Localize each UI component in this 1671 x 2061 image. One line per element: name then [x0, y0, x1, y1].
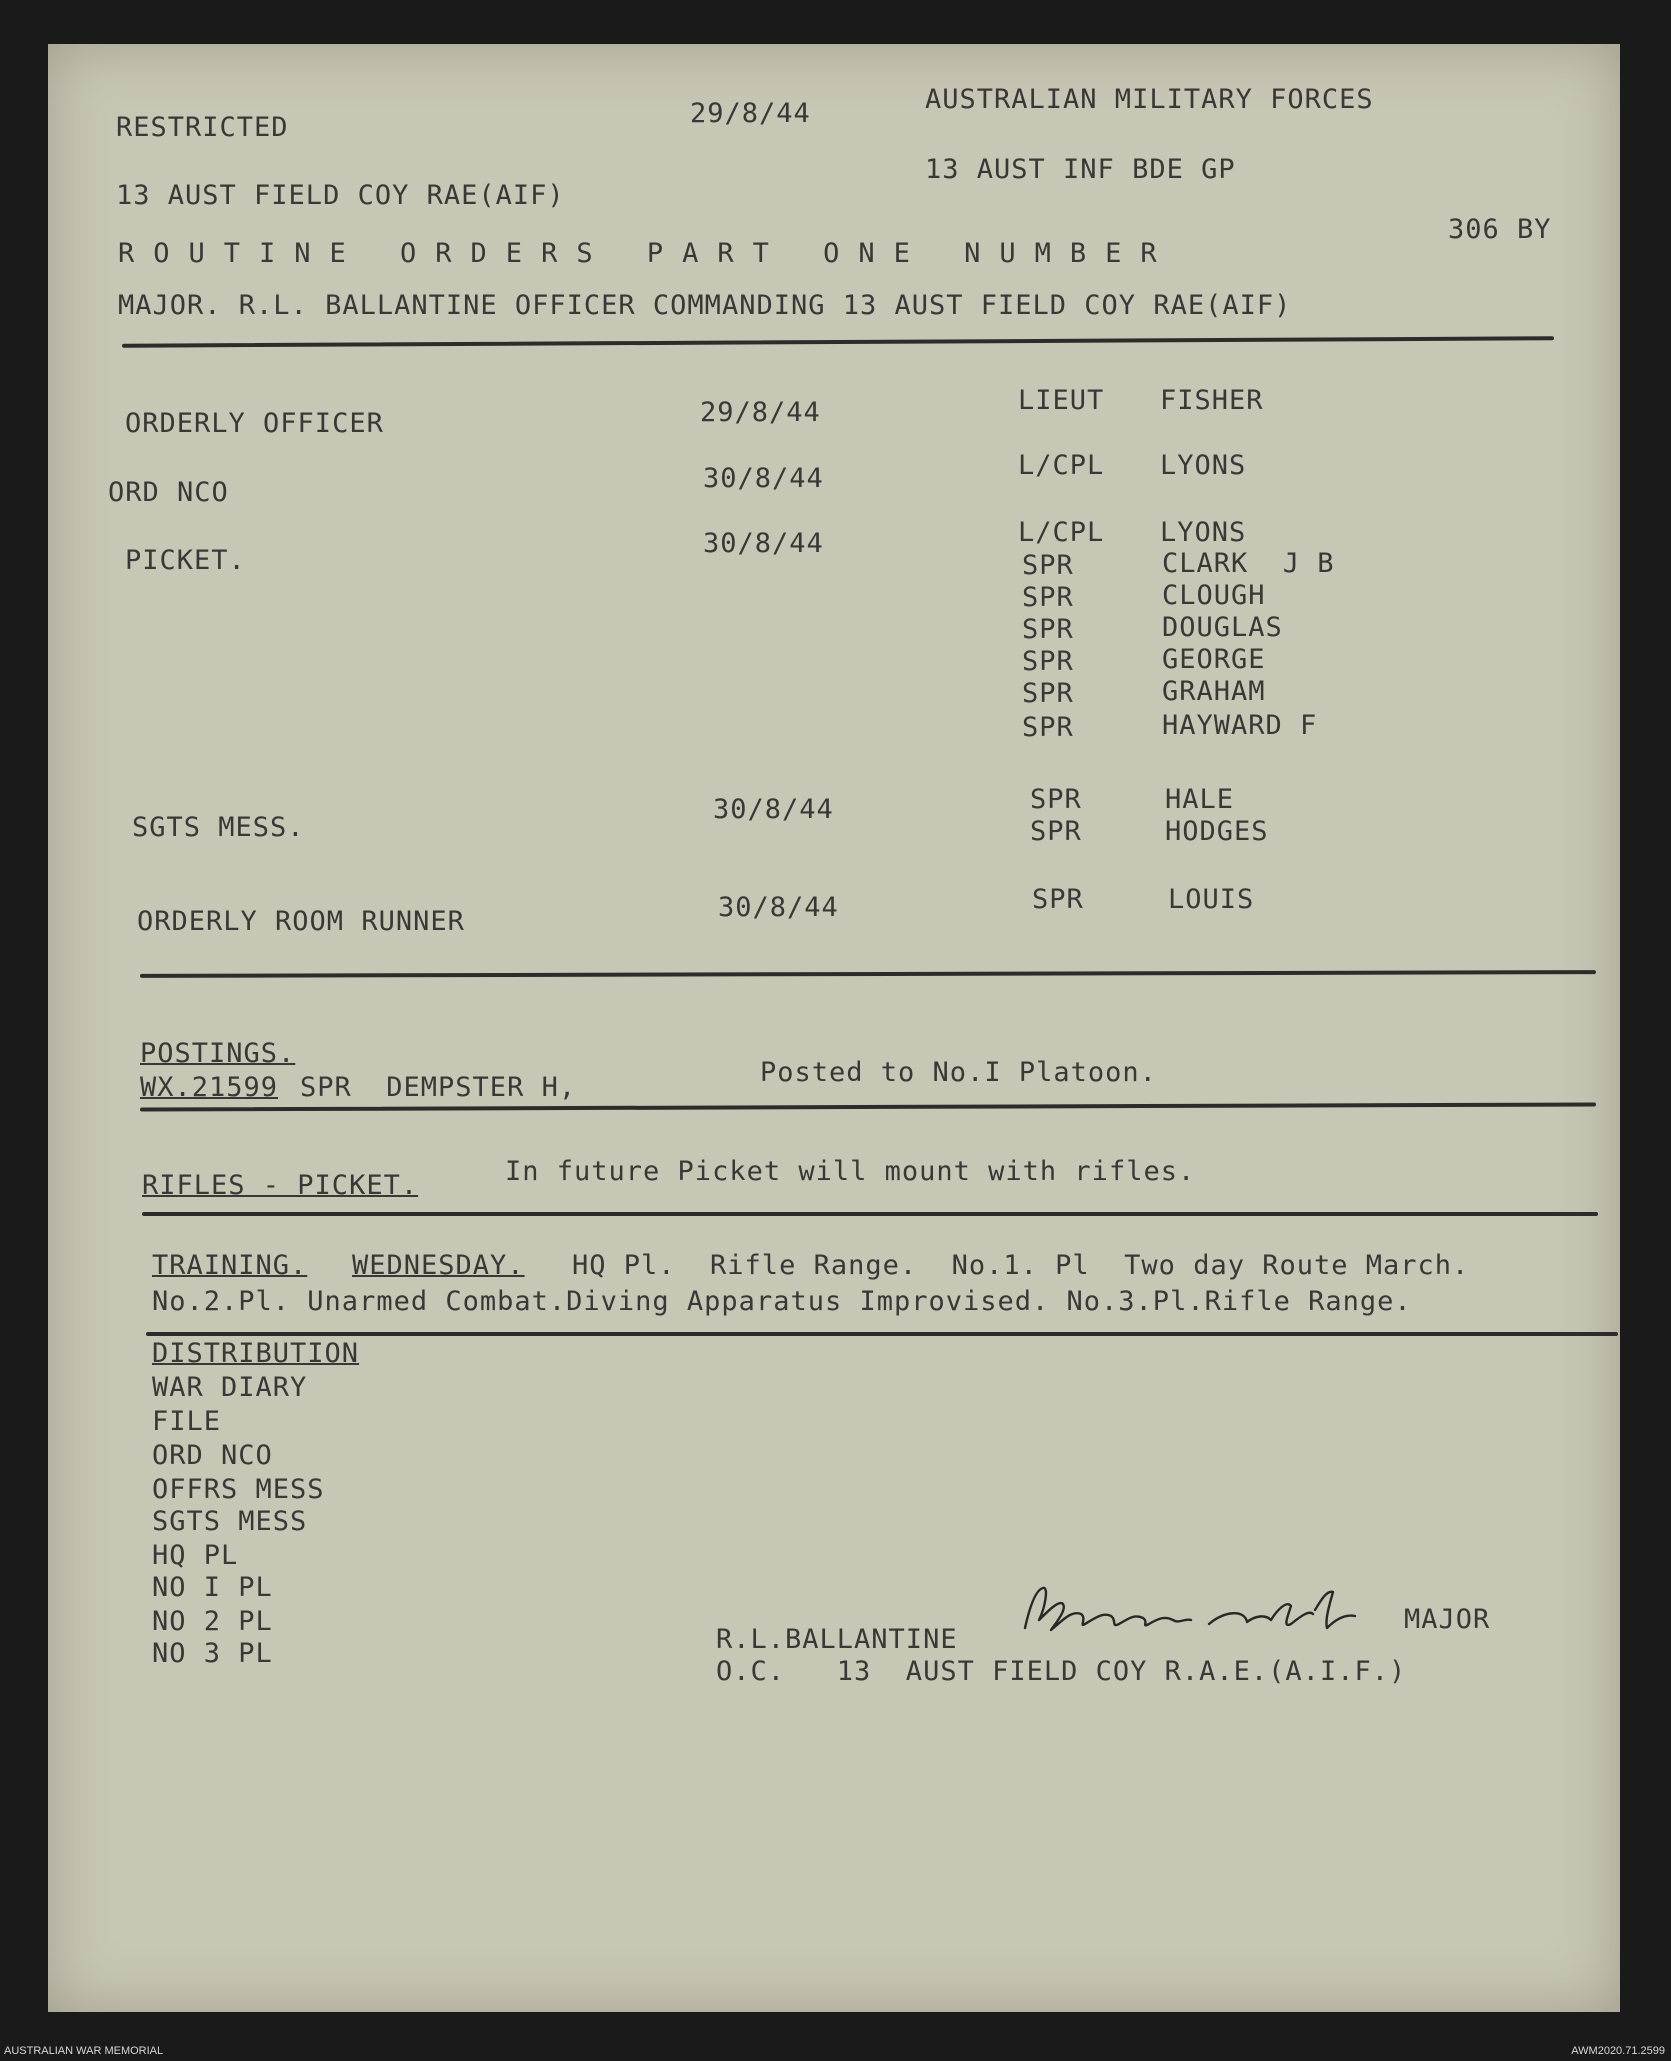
postings-rank-name: SPR DEMPSTER H,: [300, 1072, 577, 1103]
divider: [142, 1212, 1598, 1216]
orderly-officer-label: ORDERLY OFFICER: [125, 408, 384, 439]
footer-credit: AUSTRALIAN WAR MEMORIAL: [4, 2045, 164, 2057]
picket-rank: SPR: [1022, 614, 1074, 645]
sgts-mess-name: HALE: [1165, 784, 1235, 815]
picket-name: LYONS: [1160, 517, 1247, 548]
forces-title: AUSTRALIAN MILITARY FORCES: [925, 84, 1374, 115]
runner-name: LOUIS: [1168, 884, 1255, 915]
signature-unit: O.C. 13 AUST FIELD COY R.A.E.(A.I.F.): [716, 1656, 1407, 1687]
picket-rank: SPR: [1022, 550, 1074, 581]
runner-label: ORDERLY ROOM RUNNER: [137, 906, 465, 937]
brigade-name: 13 AUST INF BDE GP: [925, 154, 1236, 185]
picket-rank: L/CPL: [1018, 517, 1105, 548]
distribution-item: WAR DIARY: [152, 1372, 308, 1403]
footer-reference: AWM2020.71.2599: [1571, 2045, 1665, 2057]
postings-heading: POSTINGS.: [140, 1038, 296, 1069]
runner-rank: SPR: [1032, 884, 1084, 915]
postings-detail: Posted to No.I Platoon.: [760, 1057, 1157, 1088]
signature-rank: MAJOR: [1404, 1604, 1491, 1635]
picket-name: DOUGLAS: [1162, 612, 1283, 643]
distribution-item: HQ PL: [152, 1540, 239, 1571]
distribution-item: NO 2 PL: [152, 1606, 273, 1637]
picket-rank: SPR: [1022, 712, 1074, 743]
picket-label: PICKET.: [125, 545, 246, 576]
picket-rank: SPR: [1022, 646, 1074, 677]
ord-nco-rank: L/CPL: [1018, 450, 1105, 481]
training-line1: HQ Pl. Rifle Range. No.1. Pl Two day Route March.: [572, 1250, 1470, 1281]
picket-rank: SPR: [1022, 582, 1074, 613]
training-line2: No.2.Pl. Unarmed Combat.Diving Apparatus Improvised. No.3.Pl.Rifle Range.: [152, 1286, 1412, 1317]
sgts-mess-name: HODGES: [1165, 816, 1269, 847]
picket-name: CLARK J B: [1162, 548, 1335, 579]
orderly-officer-name: FISHER: [1160, 385, 1264, 416]
picket-name: CLOUGH: [1162, 580, 1266, 611]
runner-date: 30/8/44: [718, 892, 839, 923]
routine-orders-title: ROUTINE ORDERS PART ONE NUMBER: [118, 238, 1176, 269]
sgts-mess-date: 30/8/44: [713, 794, 834, 825]
training-day: WEDNESDAY.: [352, 1250, 525, 1281]
postings-number: WX.21599: [140, 1072, 279, 1103]
unit-name: 13 AUST FIELD COY RAE(AIF): [116, 180, 565, 211]
distribution-item: ORD NCO: [152, 1440, 273, 1471]
orderly-officer-date: 29/8/44: [700, 397, 821, 428]
picket-name: GRAHAM: [1162, 676, 1266, 707]
rifles-heading: RIFLES - PICKET.: [142, 1170, 419, 1201]
header-date: 29/8/44: [690, 98, 811, 129]
picket-name: GEORGE: [1162, 644, 1266, 675]
commanding-line: MAJOR. R.L. BALLANTINE OFFICER COMMANDING 13 AUST FIELD COY RAE(AIF): [118, 290, 1292, 321]
signature-name: R.L.BALLANTINE: [716, 1624, 958, 1655]
restricted-label: RESTRICTED: [116, 112, 289, 143]
distribution-item: NO 3 PL: [152, 1638, 273, 1669]
distribution-item: OFFRS MESS: [152, 1474, 325, 1505]
order-number: 306 BY: [1448, 214, 1552, 245]
picket-rank: SPR: [1022, 678, 1074, 709]
distribution-item: FILE: [152, 1406, 222, 1437]
picket-date: 30/8/44: [703, 528, 824, 559]
ord-nco-label: ORD NCO: [108, 477, 229, 508]
distribution-item: NO I PL: [152, 1572, 273, 1603]
training-heading: TRAINING.: [152, 1250, 308, 1281]
ord-nco-name: LYONS: [1160, 450, 1247, 481]
distribution-heading: DISTRIBUTION: [152, 1338, 360, 1369]
picket-name: HAYWARD F: [1162, 710, 1318, 741]
rifles-text: In future Picket will mount with rifles.: [505, 1156, 1196, 1187]
divider: [146, 1332, 1618, 1336]
ord-nco-date: 30/8/44: [703, 463, 824, 494]
sgts-mess-label: SGTS MESS.: [132, 812, 305, 843]
sgts-mess-rank: SPR: [1030, 816, 1082, 847]
orderly-officer-rank: LIEUT: [1018, 385, 1105, 416]
handwritten-signature: [1015, 1580, 1415, 1650]
distribution-item: SGTS MESS: [152, 1506, 308, 1537]
sgts-mess-rank: SPR: [1030, 784, 1082, 815]
